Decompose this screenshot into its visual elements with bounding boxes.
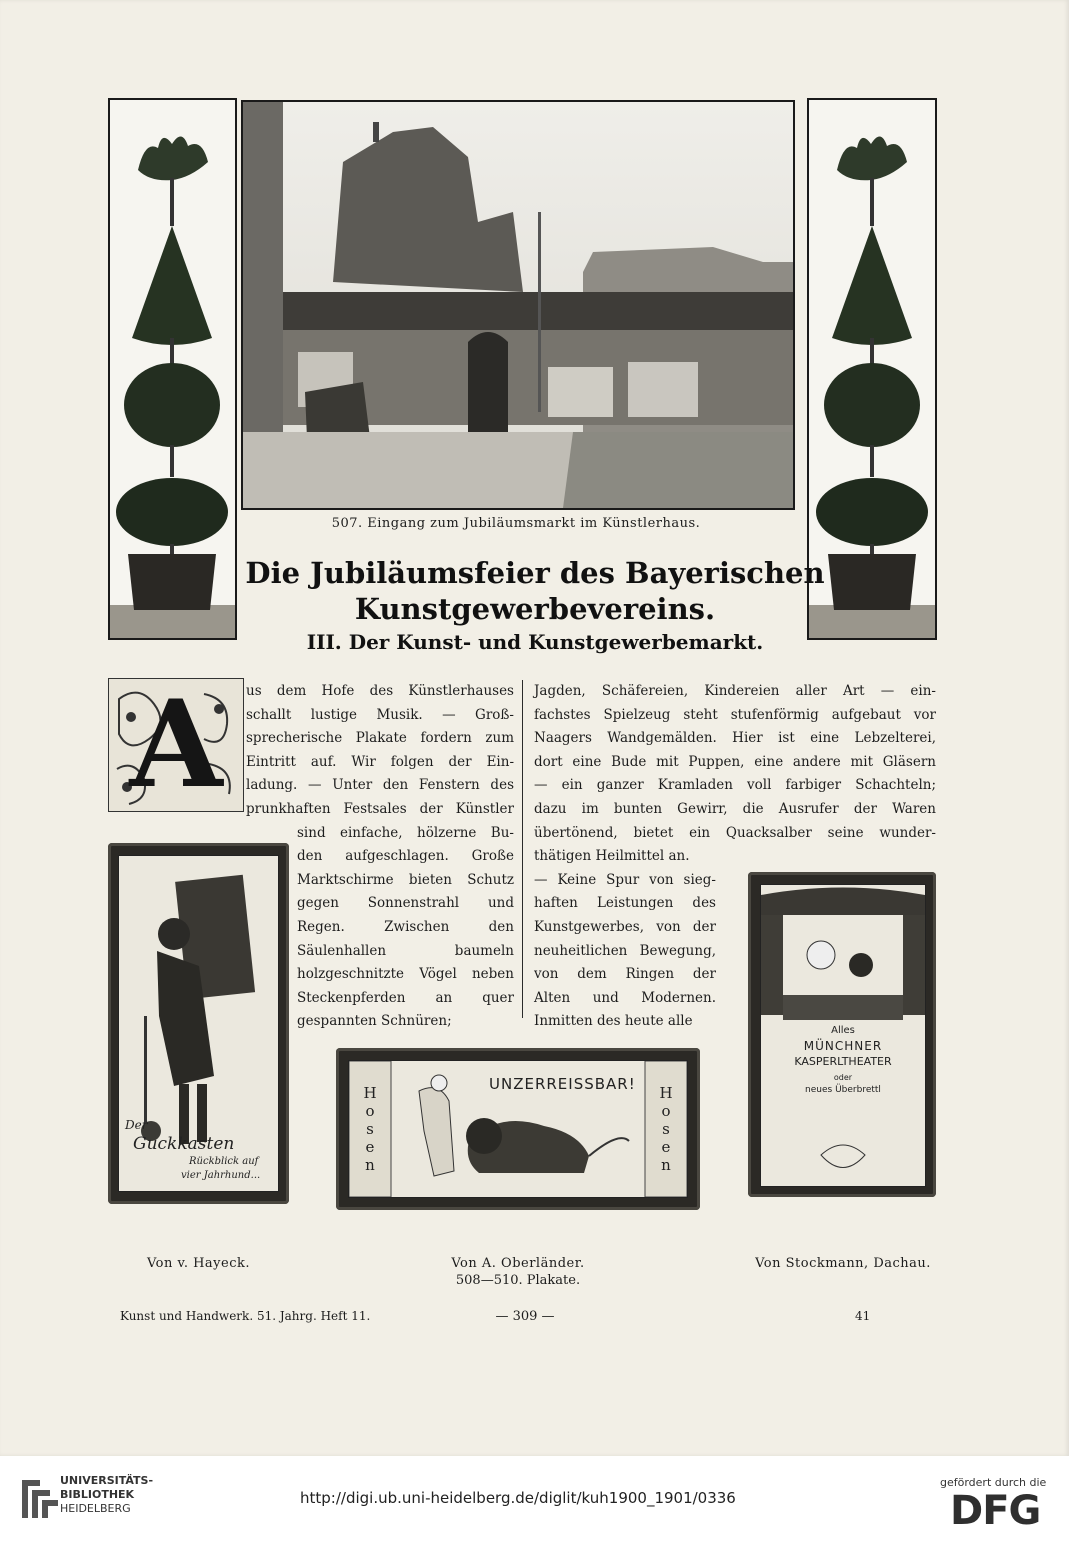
poster-right-text-3: KASPERLTHEATER (794, 1055, 892, 1068)
permalink-url[interactable]: http://digi.ub.uni-heidelberg.de/diglit/kuh1900_1901/0336 (300, 1489, 736, 1507)
sponsor-label: gefördert durch die (940, 1476, 1047, 1489)
text-line: dort eine Bude mit Puppen, eine andere mit Gläsern (534, 753, 936, 770)
poster-left-text-1: Der (125, 1118, 148, 1132)
text-line: Marktschirme bieten Schutz (297, 871, 514, 888)
main-photo (241, 100, 795, 510)
text-line: gespannten Schnüren; (297, 1013, 452, 1030)
text-line: Säulenhallen baumeln (297, 942, 514, 959)
decorated-initial (108, 678, 244, 812)
text-line: Steckenpferden an quer (297, 989, 514, 1006)
credit-right: Von Stockmann, Dachau. (755, 1256, 931, 1271)
text-line: fachstes Spielzeug steht stufenförmig aufgebaut vor (534, 706, 936, 723)
text-line: holzgeschnitzte Vögel neben (297, 966, 514, 983)
text-line: Naagers Wandgemälden. Hier ist eine Lebzelterei, (534, 730, 936, 747)
initial-letter: A (129, 678, 223, 812)
library-name-3: HEIDELBERG (60, 1502, 131, 1515)
poster-left (108, 843, 289, 1204)
text-line: thätigen Heilmittel an. (534, 848, 690, 865)
text-line: sprecherische Plakate fordern zum (246, 730, 514, 747)
text-line: haften Leistungen des (534, 895, 716, 912)
text-line: schallt lustige Musik. — Groß- (246, 706, 514, 723)
text-line: den aufgeschlagen. Große (297, 848, 514, 865)
text-line: neuheitlichen Bewegung, (534, 942, 716, 959)
text-line: — ein ganzer Kramladen voll farbiger Schachteln; (534, 777, 936, 794)
text-line: sind einfache, hölzerne Bu- (297, 824, 514, 841)
library-logo-icon (14, 1474, 64, 1524)
library-name-1: UNIVERSITÄTS- (60, 1474, 154, 1487)
text-line: Alten und Modernen. (534, 989, 716, 1006)
poster-left-text-3: Rückblick auf (189, 1156, 259, 1167)
text-line: Inmitten des heute alle (534, 1013, 693, 1030)
posters-caption: 508—510. Plakate. (455, 1273, 581, 1288)
text-line: Eintritt auf. Wir folgen der Ein- (246, 753, 514, 770)
poster-middle-side-right: Hosen (657, 1084, 675, 1174)
poster-right (748, 872, 936, 1197)
column-divider (522, 680, 523, 1018)
main-photo-image (243, 102, 793, 508)
footer-page-number: — 309 — (495, 1309, 555, 1324)
poster-right-text-1: Alles (831, 1025, 855, 1036)
credit-middle: Von A. Oberländer. (451, 1256, 585, 1271)
text-line: übertönend, bietet ein Quacksalber seine wunder- (534, 824, 936, 841)
main-photo-caption: 507. Eingang zum Jubiläumsmarkt im Künstlerhaus. (331, 516, 701, 531)
footer-signature: 41 (855, 1309, 871, 1323)
poster-right-text-4: oder (833, 1073, 853, 1082)
poster-middle (336, 1048, 700, 1210)
library-name-2: BIBLIOTHEK (60, 1488, 135, 1501)
footer-journal: Kunst und Handwerk. 51. Jahrg. Heft 11. (120, 1309, 371, 1323)
text-line: — Keine Spur von sieg- (534, 871, 716, 888)
text-line: dazu im bunten Gewirr, die Ausrufer der Waren (534, 800, 936, 817)
text-line: gegen Sonnenstrahl und (297, 895, 514, 912)
text-line: us dem Hofe des Künstlerhauses (246, 683, 514, 699)
article-subtitle: III. Der Kunst- und Kunstgewerbemarkt. (306, 630, 764, 654)
text-line: ladung. — Unter den Fenstern des (246, 777, 514, 794)
article-title-line1: Die Jubiläumsfeier des Bayerischen (245, 556, 825, 590)
text-line: prunkhaften Festsales der Künstler (246, 800, 514, 817)
poster-left-text-2: Guckkasten (133, 1134, 235, 1154)
poster-right-text-2: MÜNCHNER (803, 1039, 883, 1053)
poster-left-text-4: vier Jahrhund... (181, 1170, 261, 1181)
text-line: Jagden, Schäfereien, Kindereien aller Art — ein- (534, 683, 936, 699)
poster-middle-side-left: Hosen (361, 1084, 379, 1174)
dfg-logo: DFG (950, 1488, 1041, 1534)
poster-middle-banner: UNZERREISSBAR! (489, 1075, 636, 1093)
credit-left: Von v. Hayeck. (146, 1256, 250, 1271)
text-line: Regen. Zwischen den (297, 918, 514, 935)
text-line: von dem Ringen der (534, 966, 716, 983)
article-title-line2: Kunstgewerbevereins. (354, 592, 716, 626)
text-line: Kunstgewerbes, von der (534, 918, 716, 935)
poster-right-text-5: neues Überbrettl (805, 1085, 881, 1095)
